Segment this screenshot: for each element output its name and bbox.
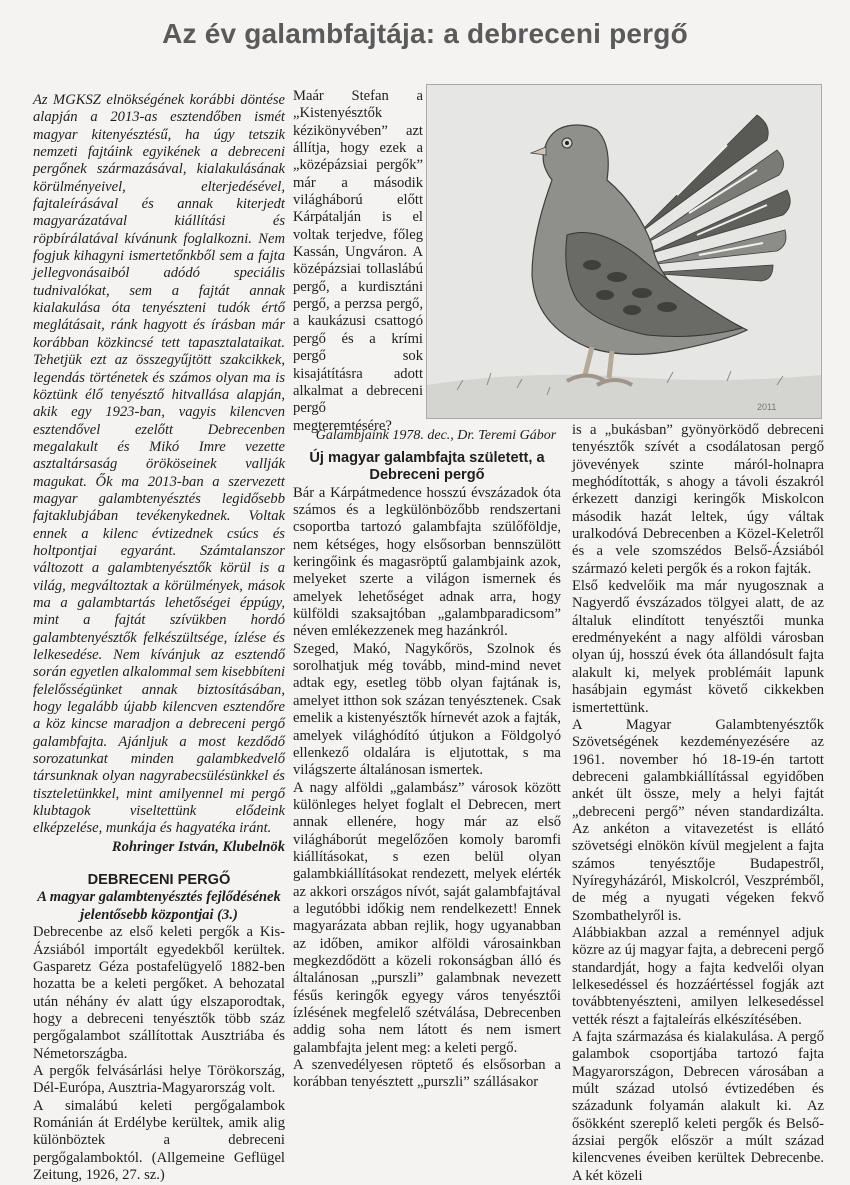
section2-paragraph-4: A szenvedélyesen röptető és elsősorban a korábban tenyésztett „purszli” szállásakor <box>293 1057 561 1091</box>
section2-paragraph-1: Bár a Kárpátmedence hosszú évszázadok óta számos és a legkülönbözőbb rendszertani csoportba tartozó galambfajta szülőföldje, nem kétséges, hogy elsősorban bennszülött keringőink és magasröptű galambjaink azok, melyeket szerte a világon ismernek és amelyek lehetőséget adnak arra, hogy külföldi szaksajtóban „galambparadicsom” néven emlékezzenek meg hazánkról. <box>293 484 561 640</box>
col3-paragraph-3: A Magyar Galambtenyésztők Szövetségének kezdeményezésére az 1961. november hó 18-19-én tartott debreceni galambkiállítással egyidőben ankét ült össze, mely a helyi fajtát „debreceni pergő” néven standardizálta. Az ankéton a vitavezetést is ellátó szövetségi elnökön kívül megjelent a fajta számos tenyésztője Budapestről, Nyíregyházáról, Miskolcról, Veszprémből, de még a nyugati végeken fekvő Szombathelyről is. <box>572 716 824 924</box>
maar-paragraph: Maár Stefan a „Kistenyésztők kézikönyvében” azt állítja, hogy ezek a „középázsiai pergők” már a második világháború előtt Kárpátalján is el voltak terjedve, főleg Kassán, Ungváron. A középázsiai tollaslábú pergő, a kurdisztáni pergő, a perzsa pergő, a kaukázusi csattogó pergő és a krími pergő sok kisajátításra adott alkalmat a debreceni pergő megteremtésére? <box>293 88 423 434</box>
col3-paragraph-4: Alábbiakban azzal a reménnyel adjuk közre az új magyar fajta, a debreceni pergő standardját, hogy a fajta kedvelői olyan lelkesedéssel és hozzáértéssel fogják azt továbbtenyészteni, amilyen lelkesedéssel vették részt a fajtaleírás elkészítésében. <box>572 924 824 1028</box>
column-middle-top <box>293 88 423 435</box>
section2-paragraph-3: A nagy alföldi „galambász” városok között különleges helyet foglalt el Debrecen, mert annak ellenére, hogy már az első világháborút megelőzően komoly baromfi kiállításokat, s ezen belül olyan galambkiállításokat rendezett, melyek elérték az akkori országos nívót, saját galambfajtával a legutóbbi időkig nem rendelkezett! Ennek magyarázata abban rejlik, hogy ugyanabban az időben, amikor alföldi városainkban megkezdődött a közeli rokonságban álló és általánosan „purszli” galambnak nevezett fésűs keringők egyegy város tenyésztői ízlésének megfelelő szétválása, Debrecenben addig soha nem látott és nem ismert galambfajta jelent meg: a keleti pergő. <box>293 779 561 1056</box>
section1-heading: DEBRECENI PERGŐ <box>87 872 231 889</box>
section1-paragraph-1: Debrecenbe az első keleti pergők a Kis-Ázsiából importált egyedekből kerültek. Gasparetz Géza postafelügyelő 1882-ben hozatta be a keleti pergőket. A behozatal után néhány év alatt úgy elszaporodtak, hogy a debreceni tenyésztők több száz pergőgalambot szállítottak Ausztriába és Németországba. <box>33 924 285 1062</box>
pigeon-drawing <box>427 85 821 418</box>
section2-heading: Új magyar galambfajta született, a Debreceni pergő <box>309 450 545 484</box>
col3-paragraph-1: is a „bukásban” gyönyörködő debreceni tenyésztők szívét a csodálatosan pergő jövevények szinte máról-holnapra meghódították, s ahogy a távoli északról érkezett danzigi keringők Miskolcon második hazát leltek, úgy váltak uralkodóvá Debrecenben a Közel-Keletről és a vele szomszédos Belső-Ázsiából származó keleti pergők és a rokon fajták. <box>572 422 824 577</box>
column-left <box>33 92 285 1184</box>
col3-paragraph-5: A fajta származása és kialakulása. A pergő galambok csoportjába tartozó fajta Magyarországon, Debrecen városában a múlt század utolsó évtizedében és századunk folyamán alakult ki. Az ősökként szereplő keleti pergők és Belső-ázsiai pergők először a múlt század kilencvenes éveiben kerültek Debrecenbe. A két közeli <box>572 1029 824 1184</box>
section1-paragraph-2: A pergők felvásárlási helye Törökország, Dél-Európa, Ausztria-Magyarország volt. <box>33 1062 285 1097</box>
article-title: Az év galambfajtája: a debreceni pergő <box>162 18 688 49</box>
section1-subheading: A magyar galambtenyésztés fejlődésének jelentősebb központjai (3.) <box>37 889 281 923</box>
column-middle <box>293 450 561 1092</box>
intro-signature: Rohringer István, Klubelnök <box>111 838 285 855</box>
photo-signature: 2011 <box>757 402 777 412</box>
photo-caption: Galambjaink 1978. dec., Dr. Teremi Gábor <box>315 428 557 443</box>
intro-paragraph: Az MGKSZ elnökségének korábbi döntése alapján a 2013-as esztendőben ismét magyar kitenyésztésű, ha úgy tetszik nemzeti fajtáink egyikének a debreceni pergőnek származásával, kialakulásának körülményeivel, elterjedésével, fajtaleírásával és annak kiterjedt magyarázatával kiállítási és röpbírálatával kívánunk foglalkozni. Nem fogjuk kihagyni ismertetőnkből sem a fajta jellegvonásaiból adódó speciális tudnivalókat, sem a fajtát annak kialakulása óta tenyészteni tudók értő meglátásait, ránk hagyott és írásban már korábban közkincsé tett tapasztalataikat. Tehetjük ezt az összegyűjtött szakcikkek, legendás történetek és számos olyan ma is köztünk élő tenyésztő hitvallása alapján, akik egy 1923-ban, vagyis kilencven esztendővel ezelőtt Debrecenben megalakult és Mikó Imre vezette asztaltársaság örököseinek vallják magukat. Ők ma 2013-ban a szervezett magyar galambtenyésztés legidősebb fajtaklubjában tevékenykednek. Voltak ennek a kilenc évtizednek csúcs és holtpontjai egyaránt. Számtalanszor változott a galambtenyésztők körül is a világ, megváltoztak a körülmények, mások ma a galambtartás lehetőségei éppúgy, mint a fajtát szívükben hordó galambtenyésztők felkészültsége, ízlése és lelkesedése. Nem kívánjuk az esztendő során egyetlen alkalommal sem kisebbíteni felelősségünket annak biztosításában, hogy legalább újabb kilencven esztendőre a köz kincse maradjon a debreceni pergő galambfajta. Ajánljuk a most kezdődő sorozatunkat minden galambkedvelő társunknak olyan nagyrabecsülésünkkel és tiszteletünkkel, mint amilyennel mi pergő klubtagok viseltettünk elődeink elképzelése, munkája és hagyatéka iránt. <box>33 92 285 837</box>
column-right <box>572 422 824 1185</box>
pigeon-illustration <box>426 84 822 419</box>
col3-paragraph-2: Első kedvelőik ma már nyugosznak a Nagyerdő évszázados tölgyei alatt, de az általuk elindított tenyésztői munka eredményeként a nagy alföldi városban olyan új, hosszú évek óta állandósult fajta alakult ki, melyek problémáit lapunk hasábjain egymást követő cikkekben ismertettünk. <box>572 578 824 716</box>
section2-paragraph-2: Szeged, Makó, Nagykőrös, Szolnok és sorolhatjuk még tovább, mind-mind nevet adtak egy, esetleg több olyan fajtának is, amelyet itthon sok százan tenyésztenek. Csak emelik a kistenyésztők hírnevét azok a fajták, amelyek világhódító útjukon a Földgolyó ellenkező oldalára is eljutottak, s ma világszerte általánosan ismertek. <box>293 640 561 779</box>
section1-paragraph-3: A simalábú keleti pergőgalambok Románián át Erdélybe kerültek, amik alig különböztek a debreceni pergőgalamboktól. (Allgemeine Geflügel Zeitung, 1926, 27. sz.) <box>33 1097 285 1183</box>
